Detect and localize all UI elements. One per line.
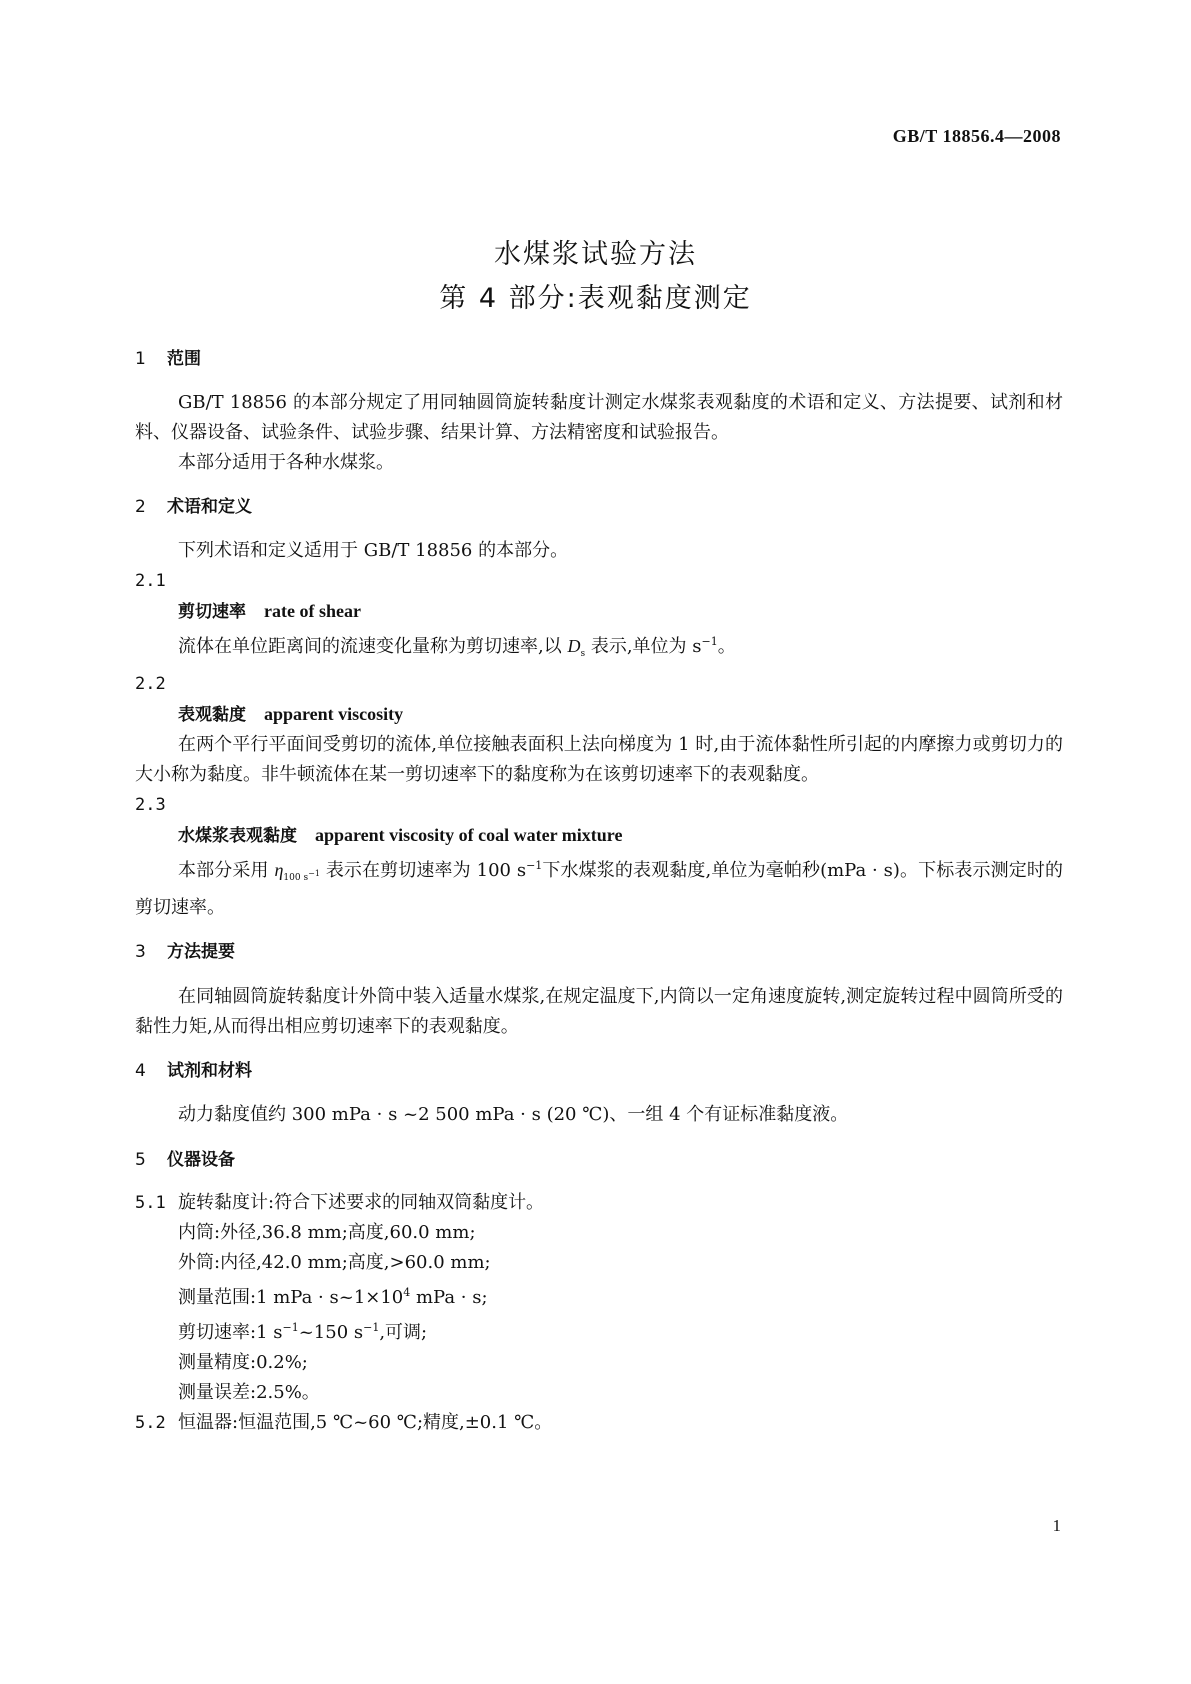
section-heading bbox=[135, 1056, 1063, 1086]
section-number: 1 bbox=[135, 349, 146, 369]
section-1-body bbox=[135, 388, 1063, 478]
term-heading bbox=[135, 820, 1063, 851]
section-title: 术语和定义 bbox=[167, 497, 252, 517]
section-number: 3 bbox=[135, 942, 146, 962]
term-definition: 本部分采用 $\eta_{100 s-1}$ 表示在剪切速率为 100 $s^{-1}$下水煤浆的表观黏度,单位为毫帕秒(mPa · s)。下标表示测定时的剪切速率。 bbox=[135, 859, 1063, 918]
term-zh: 表观黏度 bbox=[178, 705, 246, 725]
spec-line: 测量范围:1 mPa · $s\sim 1\times 10^4$ mPa · s; bbox=[178, 1286, 488, 1308]
clause bbox=[135, 1408, 1063, 1438]
section-title: 范围 bbox=[167, 349, 201, 369]
section-title: 仪器设备 bbox=[167, 1150, 235, 1170]
section-heading bbox=[135, 492, 1063, 522]
term-zh: 剪切速率 bbox=[178, 602, 246, 622]
term-zh: 水煤浆表观黏度 bbox=[178, 826, 297, 846]
term-en: apparent viscosity bbox=[264, 704, 404, 724]
paragraph: 在同轴圆筒旋转黏度计外筒中装入适量水煤浆,在规定温度下,内筒以一定角速度旋转,测定旋转过程中圆筒所受的黏性力矩,从而得出相应剪切速率下的表观黏度。 bbox=[135, 986, 1063, 1037]
spec-line: 测量精度:0.2%; bbox=[178, 1352, 308, 1373]
spec-line: 测量误差:2.5%。 bbox=[178, 1382, 320, 1403]
paragraph: 下列术语和定义适用于 GB/T 18856 的本部分。 bbox=[178, 540, 569, 561]
spec-line: 内筒:外径,36.8 mm;高度,60.0 mm; bbox=[178, 1222, 476, 1243]
section-2 bbox=[135, 492, 1063, 522]
term-number: 2.2 bbox=[135, 674, 166, 694]
section-5-body bbox=[135, 1188, 1063, 1438]
section-number: 5 bbox=[135, 1150, 146, 1170]
spec-line: 剪切速率:1 $s^{-1}\sim 150$ $s^{-1}$,可调; bbox=[178, 1321, 428, 1343]
term-en: rate of shear bbox=[264, 601, 361, 621]
term-number: 2.1 bbox=[135, 571, 166, 591]
page-number: 1 bbox=[1052, 1516, 1061, 1535]
clause-text: 旋转黏度计:符合下述要求的同轴双筒黏度计。 bbox=[178, 1192, 545, 1213]
clause bbox=[135, 1188, 1063, 1218]
spec-line: 外筒:内径,42.0 mm;高度,>60.0 mm; bbox=[178, 1252, 491, 1273]
term-definition: 流体在单位距离间的流速变化量称为剪切速率,以 $D_s$ 表示,单位为 $s^{-1}$。 bbox=[178, 635, 736, 659]
document-title: 水煤浆试验方法 bbox=[494, 239, 697, 270]
clause-text: 恒温器:恒温范围,5 ℃~60 ℃;精度,±0.1 ℃。 bbox=[178, 1412, 553, 1433]
section-title: 试剂和材料 bbox=[167, 1061, 252, 1081]
term-definition: 在两个平行平面间受剪切的流体,单位接触表面积上法向梯度为 1 时,由于流体黏性所引起的内摩擦力或剪切力的大小称为黏度。非牛顿流体在某一剪切速率下的黏度称为在该剪切速率下的表观黏度。 bbox=[135, 734, 1063, 785]
standard-code: GB/T 18856.4—2008 bbox=[892, 126, 1061, 146]
term-heading bbox=[135, 596, 1063, 627]
section-heading bbox=[135, 937, 1063, 967]
section-number: 2 bbox=[135, 497, 146, 517]
term-en: apparent viscosity of coal water mixture bbox=[315, 825, 623, 845]
paragraph: 本部分适用于各种水煤浆。 bbox=[178, 452, 394, 473]
clause-number: 5.2 bbox=[135, 1413, 166, 1433]
document-subtitle: 第 4 部分:表观黏度测定 bbox=[439, 283, 752, 314]
clause-number: 5.1 bbox=[135, 1193, 166, 1213]
section-4 bbox=[135, 1056, 1063, 1086]
section-title: 方法提要 bbox=[167, 942, 235, 962]
section-1 bbox=[135, 344, 1063, 374]
section-heading bbox=[135, 344, 1063, 374]
paragraph: 动力黏度值约 300 mPa · s ~2 500 mPa · s (20 ℃)、一组 4 个有证标准黏度液。 bbox=[178, 1104, 849, 1125]
section-3 bbox=[135, 937, 1063, 967]
section-2-body bbox=[135, 536, 1063, 923]
section-heading bbox=[135, 1145, 1063, 1175]
term-number: 2.3 bbox=[135, 795, 166, 815]
section-4-body bbox=[135, 1100, 1063, 1130]
section-number: 4 bbox=[135, 1061, 146, 1081]
section-3-body bbox=[135, 982, 1063, 1042]
paragraph: GB/T 18856 的本部分规定了用同轴圆筒旋转黏度计测定水煤浆表观黏度的术语和定义、方法提要、试剂和材料、仪器设备、试验条件、试验步骤、结果计算、方法精密度和试验报告。 bbox=[135, 392, 1063, 443]
term-heading bbox=[135, 699, 1063, 730]
section-5 bbox=[135, 1145, 1063, 1175]
